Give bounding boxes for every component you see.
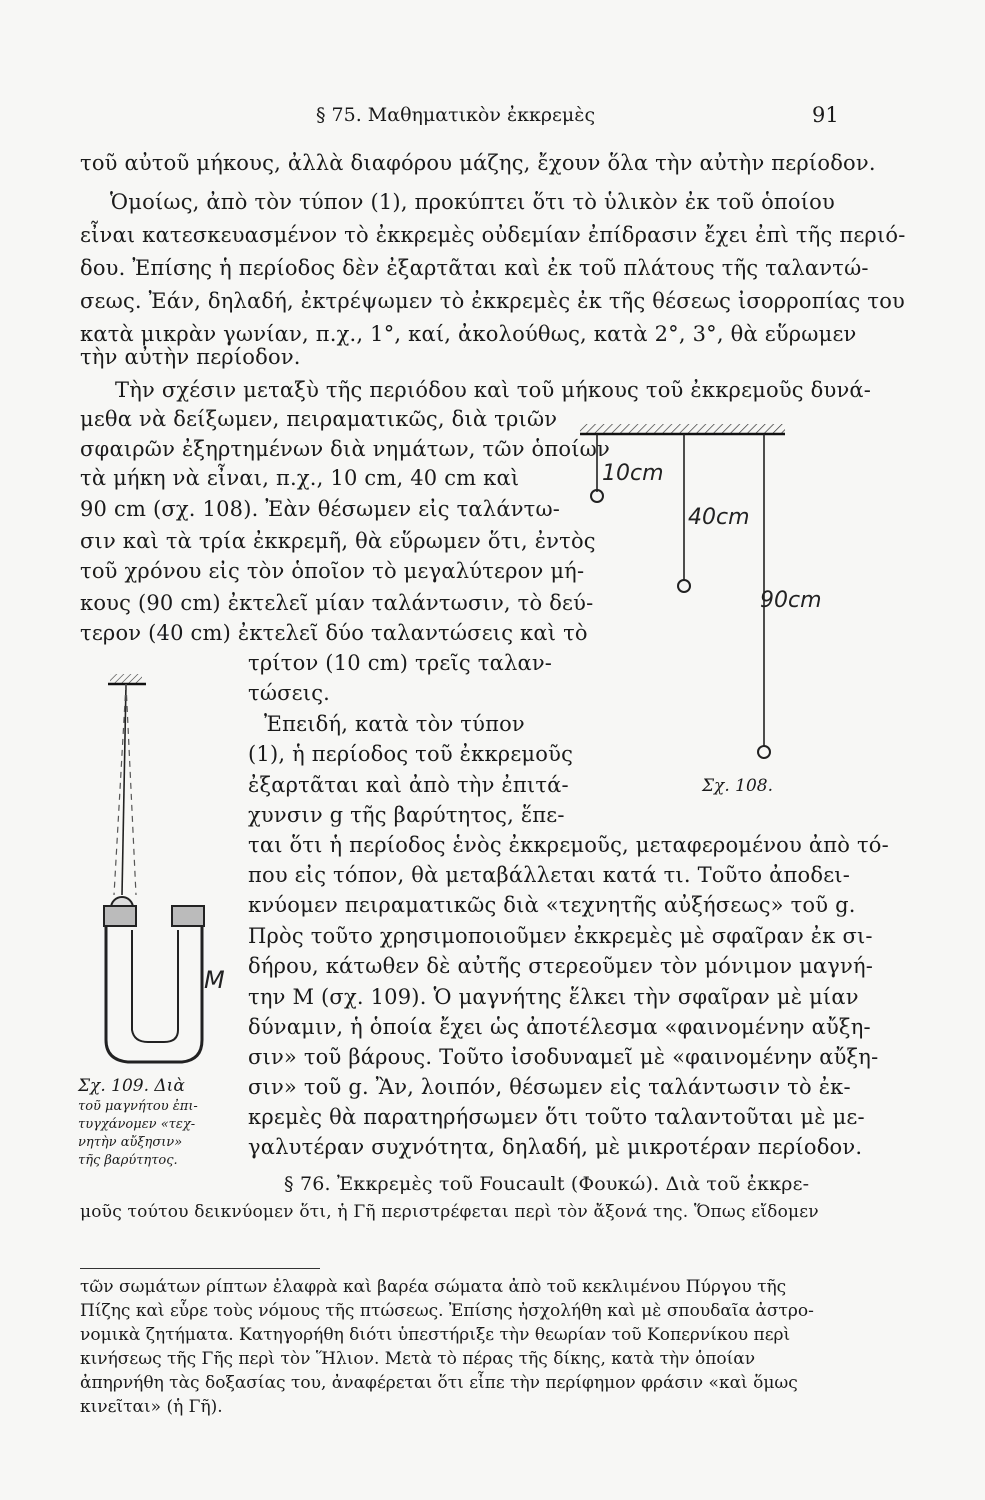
body-line: γαλυτέραν συχνότητα, δηλαδή, μὲ μικροτέραν περίοδον. <box>248 1135 863 1159</box>
figure-109-magnet-pendulum <box>92 670 242 1070</box>
figure-109-caption-line: τῆς βαρύτητος. <box>78 1153 178 1168</box>
body-line: 90 cm (σχ. 108). Ἐὰν θέσωμεν εἰς ταλάντω- <box>80 497 561 521</box>
body-line: (1), ἡ περίοδος τοῦ ἐκκρεμοῦς <box>248 742 574 766</box>
body-line: δήρου, κάτωθεν δὲ αὐτῆς στερεοῦμεν τὸν μόνιμον μαγνή- <box>248 954 874 978</box>
pendulum-90cm-bob <box>758 746 770 758</box>
figure-109-caption-line: τυγχάνομεν «τεχ- <box>78 1117 196 1132</box>
body-line: σεως. Ἐάν, δηλαδή, ἐκτρέψωμεν τὸ ἐκκρεμὲς ἐκ τῆς θέσεως ἰσορροπίας του <box>80 289 906 313</box>
label-40cm: 40cm <box>688 505 750 530</box>
footnote-line: ἀπηρνήθη τὰς δοξασίας του, ἀναφέρεται ὅτι εἶπε τὴν περίφημον φράσιν «καὶ ὅμως <box>80 1373 798 1393</box>
footnote-line: κινεῖται» (ἡ Γῆ). <box>80 1397 223 1417</box>
body-line: Τὴν σχέσιν μεταξὺ τῆς περιόδου καὶ τοῦ μήκους τοῦ ἐκκρεμοῦς δυνά- <box>115 378 872 402</box>
support-hatch <box>110 674 142 684</box>
body-line: την M (σχ. 109). Ὁ μαγνήτης ἕλκει τὴν σφαῖραν μὲ μίαν <box>248 985 859 1009</box>
body-line: κρεμὲς θὰ παρατηρήσωμεν ὅτι τοῦτο ταλαντοῦται μὲ με- <box>248 1105 865 1129</box>
body-line: εἶναι κατεσκευασμένον τὸ ἐκκρεμὲς οὐδεμίαν ἐπίδρασιν ἔχει ἐπὶ τῆς περιό- <box>80 223 906 247</box>
body-line: τὴν αὐτὴν περίοδον. <box>80 345 301 369</box>
body-line: Ὁμοίως, ἀπὸ τὸν τύπον (1), προκύπτει ὅτι τὸ ὑλικὸν ἐκ τοῦ ὁποίου <box>110 190 835 214</box>
body-line: Ἐπειδή, κατὰ τὸν τύπον <box>264 712 525 736</box>
page-number: 91 <box>812 103 839 127</box>
body-line: σιν καὶ τὰ τρία ἐκκρεμῆ, θὰ εὕρωμεν ὅτι, ἐντὸς <box>80 529 596 553</box>
body-line: μεθα νὰ δείξωμεν, πειραματικῶς, διὰ τριῶν <box>80 407 558 431</box>
section-76-heading-line: § 76. Ἐκκρεμὲς τοῦ Foucault (Φουκώ). Διὰ τοῦ ἐκκρε- <box>284 1173 810 1195</box>
figure-108-pendulums <box>580 422 822 802</box>
running-header-title: § 75. Μαθηματικὸν ἐκκρεμὲς <box>316 104 596 126</box>
figure-109-caption-line: Σχ. 109. Διὰ <box>78 1076 185 1096</box>
magnet-outline <box>106 918 202 1062</box>
body-line: δύναμιν, ἡ ὁποία ἔχει ὡς ἀποτέλεσμα «φαινομένην αὔξη- <box>248 1015 871 1039</box>
body-line: σιν» τοῦ βάρους. Τοῦτο ἰσοδυναμεῖ μὲ «φαινομένην αὔξη- <box>248 1045 879 1069</box>
magnet-pole-left <box>104 906 136 926</box>
body-line: ἐξαρτᾶται καὶ ἀπὸ τὴν ἐπιτά- <box>248 773 569 797</box>
body-line: που εἰς τόπον, θὰ μεταβάλλεται κατά τι. Τοῦτο ἀποδει- <box>248 863 851 887</box>
figure-108-caption: Σχ. 108. <box>702 776 773 796</box>
magnet-inner <box>132 930 178 1042</box>
swing-trace <box>126 684 136 895</box>
body-line: μοῦς τούτου δεικνύομεν ὅτι, ἡ Γῆ περιστρέφεται περὶ τὸν ἄξονά της. Ὅπως εἴδομεν <box>80 1202 819 1222</box>
body-line: τοῦ αὐτοῦ μήκους, ἀλλὰ διαφόρου μάζης, ἔχουν ὅλα τὴν αὐτὴν περίοδον. <box>80 151 876 175</box>
label-90cm: 90cm <box>760 588 822 613</box>
body-line: σιν» τοῦ g. Ἂν, λοιπόν, θέσωμεν εἰς ταλάντωσιν τὸ ἐκ- <box>248 1075 851 1099</box>
figure-109-caption-line: τοῦ μαγνήτου ἐπι- <box>78 1099 198 1114</box>
footnote-rule <box>80 1268 320 1269</box>
footnote-line: νομικὰ ζητήματα. Κατηγορήθη διότι ὑπεστήριξε τὴν θεωρίαν τοῦ Κοπερνίκου περὶ <box>80 1325 791 1345</box>
body-line: δου. Ἐπίσης ἡ περίοδος δὲν ἐξαρτᾶται καὶ ἐκ τοῦ πλάτους τῆς ταλαντώ- <box>80 256 869 280</box>
body-line: κατὰ μικρὰν γωνίαν, π.χ., 1°, καί, ἀκολούθως, κατὰ 2°, 3°, θὰ εὕρωμεν <box>80 322 857 346</box>
ceiling-hatch <box>580 424 785 434</box>
pendulum-string <box>122 684 126 895</box>
body-line: τερον (40 cm) ἐκτελεῖ δύο ταλαντώσεις καὶ τὸ <box>80 621 588 645</box>
body-line: Πρὸς τοῦτο χρησιμοποιοῦμεν ἐκκρεμὲς μὲ σφαῖραν ἐκ σι- <box>248 924 873 948</box>
body-line: σφαιρῶν ἐξηρτημένων διὰ νημάτων, τῶν ὁποίων <box>80 437 610 461</box>
body-line: κους (90 cm) ἐκτελεῖ μίαν ταλάντωσιν, τὸ δεύ- <box>80 591 594 615</box>
body-line: χυνσιν g τῆς βαρύτητος, ἕπε- <box>248 803 565 827</box>
magnet-label: M <box>204 966 225 994</box>
magnet-pole-right <box>172 906 204 926</box>
body-line: τρίτον (10 cm) τρεῖς ταλαν- <box>248 651 553 675</box>
body-line: κνύομεν πειραματικῶς διὰ «τεχνητῆς αὐξήσεως» τοῦ g. <box>248 893 856 917</box>
figure-109-caption-line: νητὴν αὔξησιν» <box>78 1135 183 1150</box>
footnote-line: Πίζης καὶ εὗρε τοὺς νόμους τῆς πτώσεως. Ἐπίσης ἠσχολήθη καὶ μὲ σπουδαῖα ἀστρο- <box>80 1301 814 1321</box>
label-10cm: 10cm <box>602 461 664 486</box>
footnote-line: κινήσεως τῆς Γῆς περὶ τὸν Ἥλιον. Μετὰ τὸ πέρας τῆς δίκης, κατὰ τὴν ὁποίαν <box>80 1349 756 1369</box>
body-line: τώσεις. <box>248 681 331 705</box>
body-line: τὰ μήκη νὰ εἶναι, π.χ., 10 cm, 40 cm καὶ <box>80 466 520 490</box>
footnote-line: τῶν σωμάτων ρίπτων ἐλαφρὰ καὶ βαρέα σώματα ἀπὸ τοῦ κεκλιμένου Πύργου τῆς <box>80 1277 787 1297</box>
body-line: τοῦ χρόνου εἰς τὸν ὁποῖον τὸ μεγαλύτερον μή- <box>80 559 585 583</box>
pendulum-40cm-bob <box>678 580 690 592</box>
body-line: ται ὅτι ἡ περίοδος ἑνὸς ἐκκρεμοῦς, μεταφερομένου ἀπὸ τό- <box>248 833 889 857</box>
